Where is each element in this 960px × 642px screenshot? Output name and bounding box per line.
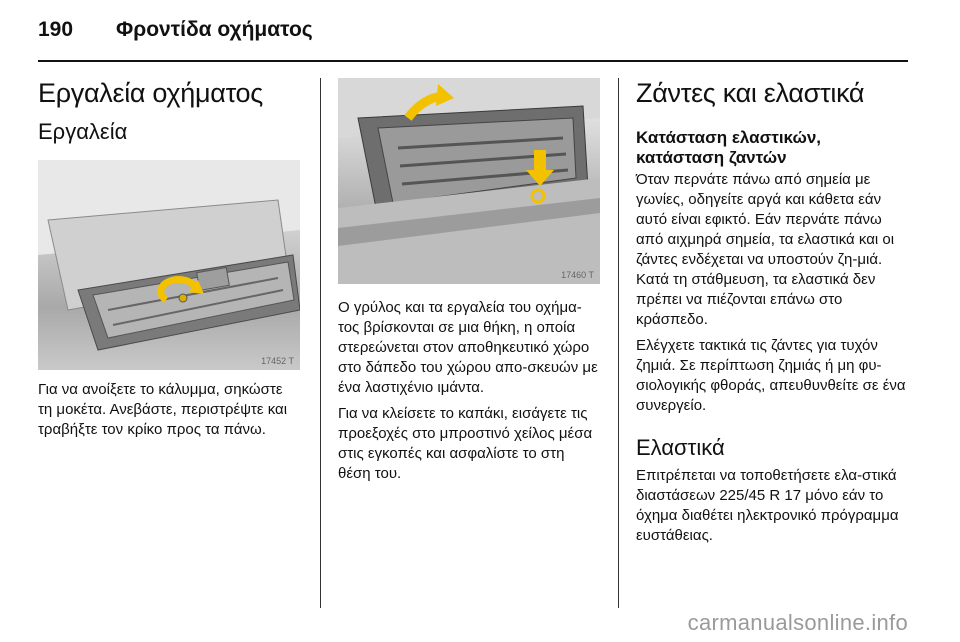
section-heading: Ζάντες και ελαστικά: [636, 78, 865, 108]
watermark: carmanualsonline.info: [687, 610, 908, 635]
subsection-heading: Ελαστικά: [636, 435, 725, 460]
page-header: [38, 14, 908, 54]
chapter-title: Φροντίδα οχήματος: [116, 18, 313, 41]
page-number: 190: [38, 18, 74, 41]
figure-number: 17452 T: [261, 356, 294, 366]
column-divider: [618, 78, 619, 608]
body-paragraph: Ο γρύλος και τα εργαλεία του οχήμα-τος βρίσκονται σε μια θήκη, η οποία στερεώνεται στον αποθηκευτικό χώρο στο δάπεδο του χώρου απο-σκευών με ένα λαστιχένιο ιμάντα.: [338, 299, 598, 396]
subsection-heading: Εργαλεία: [38, 119, 128, 144]
figure-caption: Για να ανοίξετε το κάλυμμα, σηκώστε τη μοκέτα. Ανεβάστε, περιστρέψτε και τραβήξτε τον κρίκο προς τα πάνω.: [38, 381, 288, 438]
tool-case-drawing: [338, 78, 600, 284]
subsection-heading: Κατάσταση ελαστικών, κατάσταση ζαντών: [636, 128, 821, 167]
tools-cover-illustration: [38, 160, 300, 370]
body-paragraph: Για να κλείσετε το καπάκι, εισάγετε τις προεξοχές στο μπροστινό χείλος μέσα στις εγκοπές και ασφαλίστε το στη θέση του.: [338, 405, 593, 482]
middle-column: [338, 78, 600, 484]
column-divider: [320, 78, 321, 608]
trunk-floor-drawing: [38, 160, 300, 370]
left-column: [38, 70, 300, 440]
body-paragraph: Ελέγχετε τακτικά τις ζάντες για τυχόν ζημιά. Σε περίπτωση ζημιάς ή μη φυ-σιολογικής φθοράς, απευθυνθείτε σε ένα συνεργείο.: [636, 337, 906, 414]
tool-case-illustration: [338, 78, 600, 284]
header-rule: [38, 60, 908, 62]
figure-number: 17460 T: [561, 270, 594, 280]
body-paragraph: Όταν περνάτε πάνω από σημεία με γωνίες, οδηγείτε αργά και κάθετα εάν αυτό είναι εφικτό. Εάν περνάτε πάνω από αιχμηρά σημεία, τα ελαστικά και οι ζάντες ενδέχεται να υποστούν ζη-μιά. Κατά τη στάθμευση, τα ελαστικά δεν πρέπει να πιέζονται επάνω στο κράσπεδο.: [636, 171, 895, 328]
section-heading: Εργαλεία οχήματος: [38, 78, 263, 108]
right-column: [636, 70, 906, 546]
body-paragraph: Επιτρέπεται να τοποθετήσετε ελα-στικά διαστάσεων 225/45 R 17 μόνο εάν το όχημα διαθέτει ηλεκτρονικό πρόγραμμα ευστάθειας.: [636, 467, 899, 544]
